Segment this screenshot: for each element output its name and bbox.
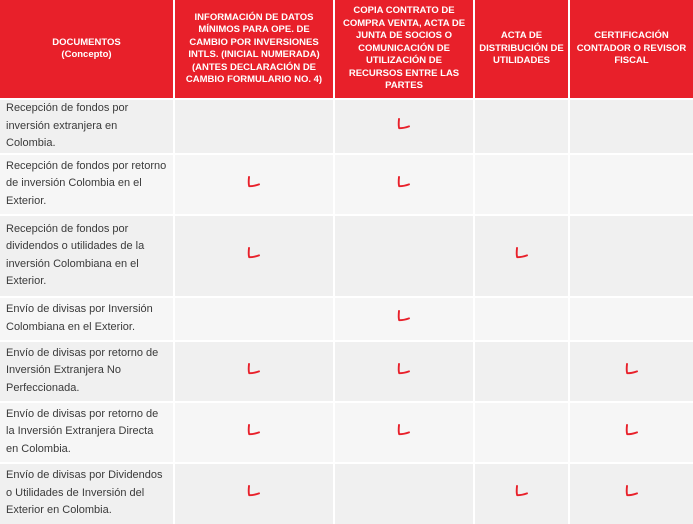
check-cell bbox=[569, 341, 693, 402]
check-mark-icon bbox=[396, 175, 412, 189]
check-cell bbox=[569, 99, 693, 154]
check-cell bbox=[334, 297, 474, 341]
check-cell bbox=[334, 99, 474, 154]
header-documentos-label: DOCUMENTOS bbox=[52, 36, 121, 48]
check-mark-icon bbox=[396, 117, 412, 131]
check-mark-icon bbox=[246, 246, 262, 260]
header-acta-distribucion: ACTA DE DISTRIBUCIÓN DE UTILIDADES bbox=[474, 0, 569, 99]
check-mark-icon bbox=[624, 484, 640, 498]
check-mark-icon bbox=[246, 423, 262, 437]
check-cell bbox=[334, 215, 474, 297]
row-label: Recepción de fondos por inversión extranjera en Colombia. bbox=[0, 99, 174, 154]
row-label: Envío de divisas por Inversión Colombiana en el Exterior. bbox=[0, 297, 174, 341]
header-informacion-datos: INFORMACIÓN DE DATOS MÍNIMOS PARA OPE. DE CAMBIO POR INVERSIONES INTLS. (INICIAL NUMERADA)(ANTES DECLARACIÓN DE CAMBIO FORMULARIO NO. 4) bbox=[174, 0, 334, 99]
check-cell bbox=[334, 154, 474, 215]
table-header bbox=[0, 0, 693, 99]
header-concepto bbox=[0, 0, 174, 99]
check-cell bbox=[334, 341, 474, 402]
check-cell bbox=[474, 215, 569, 297]
check-cell bbox=[474, 99, 569, 154]
check-cell bbox=[569, 154, 693, 215]
row-label: Envío de divisas por retorno de Inversión Extranjera No Perfeccionada. bbox=[0, 341, 174, 402]
check-cell bbox=[174, 297, 334, 341]
check-mark-icon bbox=[246, 484, 262, 498]
header-certificacion: CERTIFICACIÓN CONTADOR O REVISOR FISCAL bbox=[569, 0, 693, 99]
check-mark-icon bbox=[624, 362, 640, 376]
check-cell bbox=[474, 463, 569, 524]
check-cell bbox=[174, 215, 334, 297]
check-cell bbox=[174, 463, 334, 524]
row-label: Envío de divisas por Dividendos o Utilidades de Inversión del Exterior en Colombia. bbox=[0, 463, 174, 524]
check-cell bbox=[474, 402, 569, 463]
header-concepto-label: (Concepto) bbox=[61, 49, 112, 60]
row-label: Envío de divisas por retorno de la Inversión Extranjera Directa en Colombia. bbox=[0, 402, 174, 463]
check-mark-icon bbox=[246, 362, 262, 376]
check-mark-icon bbox=[514, 484, 530, 498]
row-label: Recepción de fondos por dividendos o utilidades de la inversión Colombiana en el Exterior. bbox=[0, 215, 174, 297]
table-row bbox=[0, 297, 693, 341]
table-row bbox=[0, 215, 693, 297]
check-cell bbox=[569, 463, 693, 524]
check-cell bbox=[174, 154, 334, 215]
check-cell bbox=[334, 463, 474, 524]
table-row bbox=[0, 99, 693, 154]
check-cell bbox=[174, 99, 334, 154]
table-row bbox=[0, 402, 693, 463]
check-cell bbox=[569, 297, 693, 341]
header-copia-contrato: COPIA CONTRATO DE COMPRA VENTA, ACTA DE JUNTA DE SOCIOS O COMUNICACIÓN DE UTILIZACIÓN DE RECURSOS ENTRE LAS PARTES bbox=[334, 0, 474, 99]
check-cell bbox=[174, 402, 334, 463]
check-cell bbox=[474, 341, 569, 402]
check-cell bbox=[569, 402, 693, 463]
table-row bbox=[0, 341, 693, 402]
check-mark-icon bbox=[396, 362, 412, 376]
check-mark-icon bbox=[514, 246, 530, 260]
check-cell bbox=[474, 297, 569, 341]
check-mark-icon bbox=[396, 309, 412, 323]
check-mark-icon bbox=[396, 423, 412, 437]
row-label: Recepción de fondos por retorno de inversión Colombia en el Exterior. bbox=[0, 154, 174, 215]
check-mark-icon bbox=[246, 175, 262, 189]
check-cell bbox=[334, 402, 474, 463]
check-mark-icon bbox=[624, 423, 640, 437]
table-row bbox=[0, 154, 693, 215]
check-cell bbox=[474, 154, 569, 215]
table-row bbox=[0, 463, 693, 524]
table-body bbox=[0, 99, 693, 524]
check-cell bbox=[174, 341, 334, 402]
check-cell bbox=[569, 215, 693, 297]
